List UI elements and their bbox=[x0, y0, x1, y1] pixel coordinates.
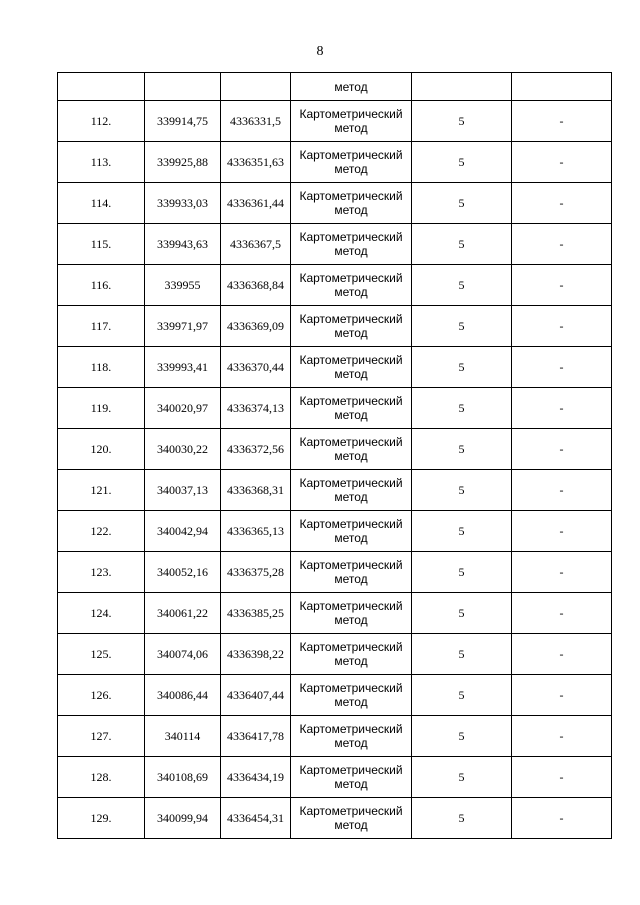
method-line-2: метод bbox=[334, 777, 368, 791]
cell-y: 4336454,31 bbox=[221, 798, 291, 839]
cell-x bbox=[145, 73, 221, 101]
cell-note: - bbox=[512, 429, 612, 470]
method-line-2: метод bbox=[334, 162, 368, 176]
cell-num: 120. bbox=[58, 429, 145, 470]
cell-note: - bbox=[512, 675, 612, 716]
cell-y: 4336385,25 bbox=[221, 593, 291, 634]
cell-y: 4336434,19 bbox=[221, 757, 291, 798]
method-line-2: метод bbox=[334, 490, 368, 504]
cell-num: 129. bbox=[58, 798, 145, 839]
method-line-2: метод bbox=[334, 121, 368, 135]
cell-y: 4336370,44 bbox=[221, 347, 291, 388]
method-line-1: Картометрический bbox=[299, 517, 403, 531]
cell-num: 115. bbox=[58, 224, 145, 265]
cell-y: 4336331,5 bbox=[221, 101, 291, 142]
cell-accuracy: 5 bbox=[412, 142, 512, 183]
method-line-1: Картометрический bbox=[299, 148, 403, 162]
method-line-2: метод bbox=[334, 408, 368, 422]
cell-note: - bbox=[512, 101, 612, 142]
cell-x: 339914,75 bbox=[145, 101, 221, 142]
table-row bbox=[58, 593, 612, 634]
cell-note: - bbox=[512, 757, 612, 798]
cell-num: 114. bbox=[58, 183, 145, 224]
cell-note: - bbox=[512, 347, 612, 388]
table-row bbox=[58, 470, 612, 511]
cell-num: 123. bbox=[58, 552, 145, 593]
method-line-2: метод bbox=[334, 695, 368, 709]
table-body bbox=[58, 73, 612, 839]
method-line-1: Картометрический bbox=[299, 107, 403, 121]
cell-note: - bbox=[512, 798, 612, 839]
cell-accuracy: 5 bbox=[412, 757, 512, 798]
cell-y: 4336398,22 bbox=[221, 634, 291, 675]
method-line-2: метод bbox=[334, 818, 368, 832]
cell-y: 4336367,5 bbox=[221, 224, 291, 265]
table-row bbox=[58, 224, 612, 265]
cell-note: - bbox=[512, 265, 612, 306]
cell-x: 340099,94 bbox=[145, 798, 221, 839]
cell-x: 340020,97 bbox=[145, 388, 221, 429]
method-line-2: метод bbox=[334, 449, 368, 463]
cell-x: 339971,97 bbox=[145, 306, 221, 347]
cell-x: 340042,94 bbox=[145, 511, 221, 552]
table-row bbox=[58, 634, 612, 675]
cell-accuracy: 5 bbox=[412, 634, 512, 675]
cell-num: 128. bbox=[58, 757, 145, 798]
method-line-1: Картометрический bbox=[299, 722, 403, 736]
method-line-2: метод bbox=[334, 572, 368, 586]
method-line-1: Картометрический bbox=[299, 394, 403, 408]
method-line-1: Картометрический bbox=[299, 681, 403, 695]
cell-x: 340114 bbox=[145, 716, 221, 757]
cell-method bbox=[291, 675, 412, 716]
cell-y: 4336417,78 bbox=[221, 716, 291, 757]
method-line-1: Картометрический bbox=[299, 558, 403, 572]
cell-accuracy: 5 bbox=[412, 552, 512, 593]
method-line-2: метод bbox=[334, 326, 368, 340]
method-line-1: Картометрический bbox=[299, 271, 403, 285]
cell-x: 340052,16 bbox=[145, 552, 221, 593]
table-row bbox=[58, 101, 612, 142]
method-line-2: метод bbox=[334, 79, 368, 94]
cell-method bbox=[291, 265, 412, 306]
method-line-1: Картометрический bbox=[299, 763, 403, 777]
cell-method bbox=[291, 798, 412, 839]
method-line-1: Картометрический bbox=[299, 804, 403, 818]
cell-y: 4336368,31 bbox=[221, 470, 291, 511]
cell-method bbox=[291, 634, 412, 675]
method-line-1: Картометрический bbox=[299, 312, 403, 326]
cell-method bbox=[291, 224, 412, 265]
method-line-2: метод bbox=[334, 736, 368, 750]
cell-accuracy: 5 bbox=[412, 511, 512, 552]
cell-y: 4336369,09 bbox=[221, 306, 291, 347]
method-line-2: метод bbox=[334, 367, 368, 381]
cell-num: 124. bbox=[58, 593, 145, 634]
cell-method bbox=[291, 716, 412, 757]
coordinates-table bbox=[57, 72, 612, 839]
cell-y: 4336368,84 bbox=[221, 265, 291, 306]
cell-x: 340061,22 bbox=[145, 593, 221, 634]
cell-accuracy: 5 bbox=[412, 224, 512, 265]
cell-method bbox=[291, 388, 412, 429]
cell-y: 4336407,44 bbox=[221, 675, 291, 716]
table-row bbox=[58, 552, 612, 593]
cell-accuracy: 5 bbox=[412, 388, 512, 429]
cell-num: 126. bbox=[58, 675, 145, 716]
cell-x: 339933,03 bbox=[145, 183, 221, 224]
cell-num: 112. bbox=[58, 101, 145, 142]
cell-num: 117. bbox=[58, 306, 145, 347]
cell-note: - bbox=[512, 511, 612, 552]
cell-note: - bbox=[512, 306, 612, 347]
cell-method bbox=[291, 552, 412, 593]
table-row bbox=[58, 347, 612, 388]
cell-num: 118. bbox=[58, 347, 145, 388]
method-line-1: Картометрический bbox=[299, 476, 403, 490]
method-line-2: метод bbox=[334, 244, 368, 258]
cell-method bbox=[291, 757, 412, 798]
cell-accuracy: 5 bbox=[412, 675, 512, 716]
cell-method bbox=[291, 142, 412, 183]
cell-x: 340108,69 bbox=[145, 757, 221, 798]
cell-num: 116. bbox=[58, 265, 145, 306]
table-row bbox=[58, 388, 612, 429]
method-line-2: метод bbox=[334, 654, 368, 668]
cell-y: 4336372,56 bbox=[221, 429, 291, 470]
cell-num: 127. bbox=[58, 716, 145, 757]
cell-note: - bbox=[512, 183, 612, 224]
method-line-1: Картометрический bbox=[299, 599, 403, 613]
method-line-1: Картометрический bbox=[299, 353, 403, 367]
cell-num: 121. bbox=[58, 470, 145, 511]
cell-num: 122. bbox=[58, 511, 145, 552]
table-row bbox=[58, 716, 612, 757]
method-line-1: Картометрический bbox=[299, 230, 403, 244]
cell-accuracy: 5 bbox=[412, 265, 512, 306]
cell-accuracy: 5 bbox=[412, 306, 512, 347]
table-row bbox=[58, 265, 612, 306]
cell-note: - bbox=[512, 634, 612, 675]
method-line-2: метод bbox=[334, 203, 368, 217]
method-line-1: Картометрический bbox=[299, 435, 403, 449]
cell-method bbox=[291, 593, 412, 634]
cell-method bbox=[291, 73, 412, 101]
cell-x: 340030,22 bbox=[145, 429, 221, 470]
cell-method bbox=[291, 429, 412, 470]
cell-x: 340037,13 bbox=[145, 470, 221, 511]
cell-accuracy: 5 bbox=[412, 183, 512, 224]
table-row bbox=[58, 183, 612, 224]
cell-note: - bbox=[512, 470, 612, 511]
cell-x: 339925,88 bbox=[145, 142, 221, 183]
cell-note: - bbox=[512, 388, 612, 429]
table-row bbox=[58, 675, 612, 716]
cell-x: 340074,06 bbox=[145, 634, 221, 675]
cell-method bbox=[291, 101, 412, 142]
cell-note: - bbox=[512, 224, 612, 265]
cell-accuracy bbox=[412, 73, 512, 101]
cell-accuracy: 5 bbox=[412, 429, 512, 470]
table-row bbox=[58, 511, 612, 552]
cell-method bbox=[291, 306, 412, 347]
method-line-1: Картометрический bbox=[299, 640, 403, 654]
method-line-2: метод bbox=[334, 531, 368, 545]
cell-note: - bbox=[512, 142, 612, 183]
cell-accuracy: 5 bbox=[412, 470, 512, 511]
table-row bbox=[58, 306, 612, 347]
cell-num: 113. bbox=[58, 142, 145, 183]
cell-x: 340086,44 bbox=[145, 675, 221, 716]
cell-method bbox=[291, 470, 412, 511]
cell-num: 125. bbox=[58, 634, 145, 675]
method-line-2: метод bbox=[334, 285, 368, 299]
cell-note: - bbox=[512, 593, 612, 634]
cell-accuracy: 5 bbox=[412, 347, 512, 388]
cell-num bbox=[58, 73, 145, 101]
cell-y: 4336374,13 bbox=[221, 388, 291, 429]
cell-y bbox=[221, 73, 291, 101]
method-line-1: Картометрический bbox=[299, 189, 403, 203]
cell-accuracy: 5 bbox=[412, 101, 512, 142]
table-row bbox=[58, 798, 612, 839]
cell-y: 4336351,63 bbox=[221, 142, 291, 183]
cell-x: 339993,41 bbox=[145, 347, 221, 388]
cell-method bbox=[291, 347, 412, 388]
table-row bbox=[58, 429, 612, 470]
cell-method bbox=[291, 183, 412, 224]
page-number: 8 bbox=[316, 44, 324, 59]
cell-note bbox=[512, 73, 612, 101]
cell-y: 4336361,44 bbox=[221, 183, 291, 224]
method-line-2: метод bbox=[334, 613, 368, 627]
cell-note: - bbox=[512, 716, 612, 757]
table-row bbox=[58, 142, 612, 183]
cell-method bbox=[291, 511, 412, 552]
cell-accuracy: 5 bbox=[412, 593, 512, 634]
cell-y: 4336365,13 bbox=[221, 511, 291, 552]
cell-accuracy: 5 bbox=[412, 798, 512, 839]
cell-x: 339955 bbox=[145, 265, 221, 306]
cell-y: 4336375,28 bbox=[221, 552, 291, 593]
cell-accuracy: 5 bbox=[412, 716, 512, 757]
cell-num: 119. bbox=[58, 388, 145, 429]
table-row bbox=[58, 757, 612, 798]
continued-row bbox=[58, 73, 612, 101]
cell-x: 339943,63 bbox=[145, 224, 221, 265]
cell-note: - bbox=[512, 552, 612, 593]
